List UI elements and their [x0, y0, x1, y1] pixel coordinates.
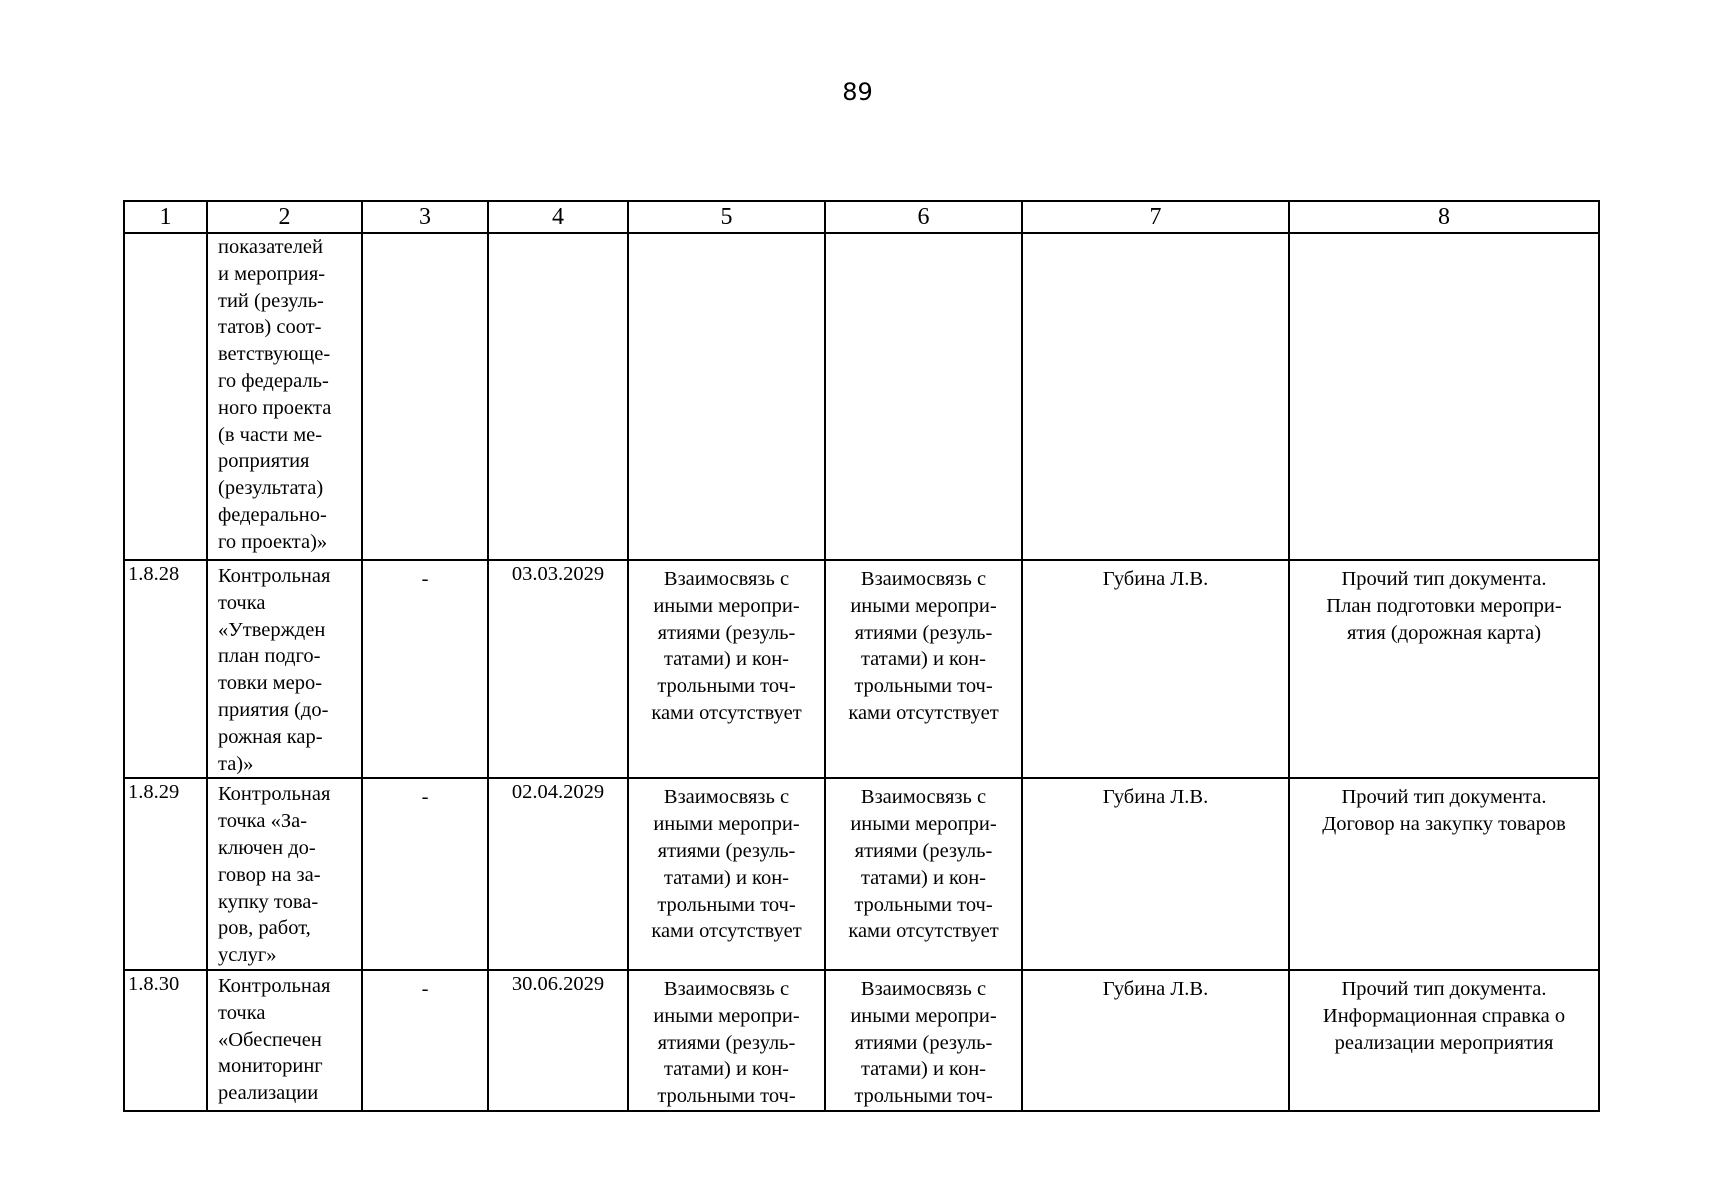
text-line: ками отсутствует — [848, 701, 999, 724]
column-header-4: 4 — [488, 201, 628, 233]
text-line: Договор на закупку товаров — [1322, 813, 1566, 836]
text-line: трольными точ- — [854, 893, 993, 916]
cell-col5 — [628, 778, 825, 970]
table-row-continuation — [124, 233, 1599, 560]
text-line: го федераль- — [218, 369, 329, 392]
text-line: ятиями (резуль- — [657, 839, 796, 862]
text-line: ятиями (резуль- — [854, 839, 993, 862]
text-line: приятия (до- — [218, 698, 329, 721]
text-line: мониторинг — [218, 1055, 323, 1078]
cell-col6 — [825, 233, 1022, 560]
text-line: рожная кар- — [218, 725, 323, 748]
text-line: трольными точ- — [657, 1085, 796, 1108]
control-points-table — [123, 200, 1600, 1112]
text-line: Прочий тип документа. — [1341, 568, 1547, 590]
text-line: трольными точ- — [657, 675, 796, 698]
column-header-1: 1 — [124, 201, 207, 233]
text-line: татами) и кон- — [860, 648, 987, 671]
cell-col5 — [628, 233, 825, 560]
cell-name — [207, 233, 362, 560]
column-header-6: 6 — [825, 201, 1022, 233]
text-line: ками отсутствует — [651, 920, 802, 943]
text-line: «Обеспечен — [218, 1028, 322, 1051]
text-line: роприятия — [218, 450, 310, 473]
text-line: план подго- — [218, 645, 321, 668]
text-line: ками отсутствует — [651, 701, 802, 724]
text-line: ров, работ, — [218, 917, 311, 940]
text-line: говор на за- — [218, 863, 321, 886]
column-header-3: 3 — [362, 201, 488, 233]
cell-col3: - — [362, 778, 488, 970]
text-line: показателей — [218, 236, 323, 258]
text-line: Взаимосвязь с — [860, 568, 987, 590]
text-line: Взаимосвязь с — [860, 786, 987, 809]
text-line: точка «За- — [218, 810, 308, 833]
header-row — [124, 201, 1599, 233]
text-line: реализации мероприятия — [1334, 1031, 1554, 1054]
cell-num: 1.8.29 — [124, 778, 207, 970]
cell-document — [1289, 778, 1599, 970]
text-line: Прочий тип документа. — [1341, 786, 1547, 809]
cell-num: 1.8.28 — [124, 560, 207, 778]
text-line: точка — [218, 591, 266, 614]
cell-col3: - — [362, 970, 488, 1111]
table-row — [124, 560, 1599, 778]
text-line: трольными точ- — [854, 675, 993, 698]
text-line: услуг» — [218, 944, 277, 967]
cell-num — [124, 233, 207, 560]
text-line: План подготовки меропри- — [1326, 594, 1562, 617]
text-line: татами) и кон- — [860, 866, 987, 889]
column-header-5: 5 — [628, 201, 825, 233]
table-row — [124, 970, 1599, 1111]
text-line: трольными точ- — [657, 893, 796, 916]
cell-col5 — [628, 970, 825, 1111]
text-line: татами) и кон- — [663, 1058, 790, 1081]
text-line: точка — [218, 1001, 266, 1024]
text-line: го проекта)» — [218, 530, 328, 553]
cell-date — [488, 233, 628, 560]
cell-col6 — [825, 778, 1022, 970]
text-line: ятиями (резуль- — [657, 621, 796, 644]
text-line: (результата) — [218, 477, 324, 500]
text-line: купку това- — [218, 890, 319, 913]
text-line: татов) соот- — [218, 316, 322, 339]
cell-document — [1289, 970, 1599, 1111]
text-line: федерально- — [218, 503, 327, 526]
text-line: ятиями (резуль- — [657, 1031, 796, 1054]
text-line: ками отсутствует — [848, 920, 999, 943]
text-line: Прочий тип документа. — [1341, 977, 1547, 1000]
text-line: (в части ме- — [218, 423, 323, 446]
column-header-8: 8 — [1289, 201, 1599, 233]
text-line: ного проекта — [218, 396, 332, 419]
cell-col6 — [825, 970, 1022, 1111]
cell-responsible: Губина Л.В. — [1022, 778, 1289, 970]
text-line: тий (резуль- — [218, 289, 324, 312]
text-line: ятиями (резуль- — [854, 621, 993, 644]
text-line: татами) и кон- — [663, 648, 790, 671]
text-line: трольными точ- — [854, 1085, 993, 1108]
column-header-7: 7 — [1022, 201, 1289, 233]
cell-col5 — [628, 560, 825, 778]
text-line: Информационная справка о — [1322, 1004, 1566, 1027]
text-line: Контрольная — [218, 783, 331, 806]
text-line: реализации — [218, 1082, 319, 1105]
cell-responsible — [1022, 233, 1289, 560]
text-line: иными меропри- — [850, 1004, 997, 1027]
text-line: «Утвержден — [218, 618, 326, 641]
cell-col6 — [825, 560, 1022, 778]
cell-responsible: Губина Л.В. — [1022, 560, 1289, 778]
cell-responsible: Губина Л.В. — [1022, 970, 1289, 1111]
text-line: иными меропри- — [653, 813, 800, 836]
cell-date: 03.03.2029 — [488, 560, 628, 778]
page-number: 89 — [842, 78, 873, 106]
text-line: ятиями (резуль- — [854, 1031, 993, 1054]
text-line: татами) и кон- — [860, 1058, 987, 1081]
text-line: татами) и кон- — [663, 866, 790, 889]
cell-document — [1289, 560, 1599, 778]
text-line: иными меропри- — [850, 813, 997, 836]
cell-name — [207, 778, 362, 970]
text-line: Взаимосвязь с — [663, 786, 790, 809]
cell-date: 30.06.2029 — [488, 970, 628, 1111]
text-line: ветствующе- — [218, 343, 331, 366]
text-line: ключен до- — [218, 836, 316, 859]
cell-date: 02.04.2029 — [488, 778, 628, 970]
cell-num: 1.8.30 — [124, 970, 207, 1111]
cell-document — [1289, 233, 1599, 560]
text-line: Контрольная — [218, 565, 331, 587]
text-line: Взаимосвязь с — [860, 977, 987, 1000]
cell-name — [207, 560, 362, 778]
text-line: ятия (дорожная карта) — [1346, 621, 1542, 644]
text-line: Взаимосвязь с — [663, 977, 790, 1000]
text-line: иными меропри- — [653, 1004, 800, 1027]
column-header-2: 2 — [207, 201, 362, 233]
text-line: Взаимосвязь с — [663, 568, 790, 590]
cell-col3 — [362, 233, 488, 560]
text-line: товки меро- — [218, 672, 323, 695]
cell-col3: - — [362, 560, 488, 778]
text-line: та)» — [218, 752, 254, 775]
text-line: Контрольная — [218, 974, 331, 997]
text-line: и мероприя- — [218, 262, 326, 285]
cell-name — [207, 970, 362, 1111]
text-line: иными меропри- — [653, 594, 800, 617]
table-row — [124, 778, 1599, 970]
text-line: иными меропри- — [850, 594, 997, 617]
